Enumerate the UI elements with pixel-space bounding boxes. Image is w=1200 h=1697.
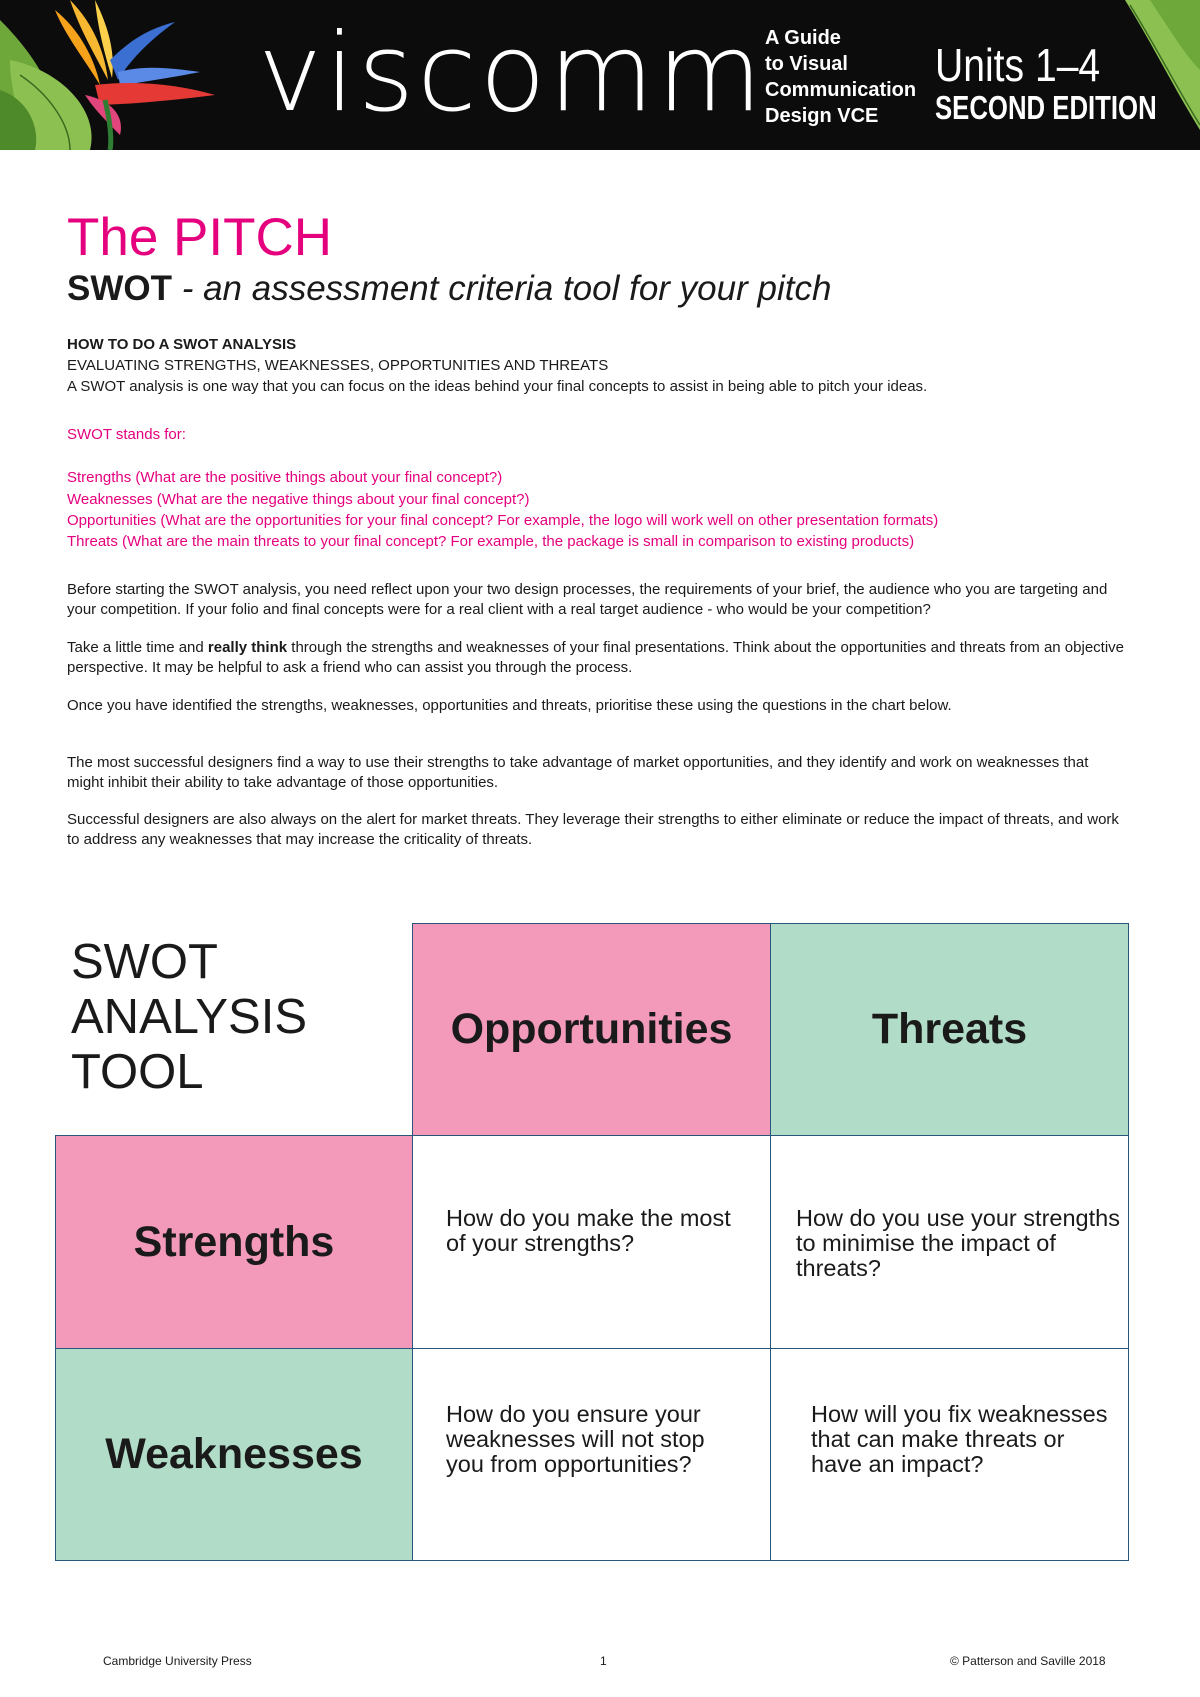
strengths-threats-question: How do you use your strengths to minimise the impact of threats? xyxy=(796,1205,1120,1281)
brand-logo-text: viscomm xyxy=(258,11,766,136)
swot-stands-label: SWOT stands for: xyxy=(67,426,186,443)
strengths-header: Strengths xyxy=(133,1217,335,1266)
weaknesses-opportunities-cell xyxy=(412,1348,771,1561)
weaknesses-opportunities-question: How do you ensure your weaknesses will not stop you from opportunities? xyxy=(446,1401,705,1477)
guide-line: Design VCE xyxy=(765,105,879,127)
banner xyxy=(0,0,1200,150)
guide-line: A Guide xyxy=(765,27,841,49)
strengths-opportunities-question: How do you make the most of your strengths? xyxy=(446,1205,731,1256)
swot-opportunities-definition: Opportunities (What are the opportunities for your final concept? For example, the logo will work well on other presentation formats) xyxy=(67,512,939,529)
footer-copyright: © Patterson and Saville 2018 xyxy=(950,1654,1106,1668)
threats-header: Threats xyxy=(871,1005,1028,1053)
subtitle-italic: - an assessment criteria tool for your pitch xyxy=(171,269,832,308)
paragraph-think xyxy=(67,638,1127,678)
weaknesses-threats-cell xyxy=(770,1348,1129,1561)
paragraph-successful: The most successful designers find a way to use their strengths to take advantage of market opportunities, and they identify and work on weaknesses that might inhibit their ability to take advantage of those opportunities. xyxy=(67,754,1089,791)
page-title: The PITCH xyxy=(67,208,333,267)
paragraph-prioritise: Once you have identified the strengths, weaknesses, opportunities and threats, prioritise these using the questions in the chart below. xyxy=(67,697,952,714)
footer-page-number: 1 xyxy=(600,1654,607,1668)
intro-subheading: EVALUATING STRENGTHS, WEAKNESSES, OPPORTUNITIES AND THREATS xyxy=(67,357,609,374)
subtitle-bold: SWOT xyxy=(67,269,172,308)
strengths-threats-cell xyxy=(770,1135,1129,1349)
swot-title-line: SWOT xyxy=(71,935,218,989)
swot-title-line: ANALYSIS xyxy=(71,990,308,1044)
swot-tool-title xyxy=(71,935,307,1100)
intro-body: A SWOT analysis is one way that you can focus on the ideas behind your final concepts to assist in being able to pitch your ideas. xyxy=(67,378,928,395)
swot-weaknesses-definition: Weaknesses (What are the negative things about your final concept?) xyxy=(67,491,530,508)
paragraph-think-emphasis: really think xyxy=(207,639,288,656)
swot-threats-definition: Threats (What are the main threats to your final concept? For example, the package is small in comparison to existing products) xyxy=(67,533,915,550)
guide-line: to Visual xyxy=(765,53,848,75)
units-label: Units 1–4 xyxy=(935,39,1101,91)
paragraph-think-start: Take a little time and xyxy=(67,639,208,656)
opportunities-header-cell xyxy=(412,923,771,1136)
paragraph-think-end: through the strengths and weaknesses of your final presentations. Think about the opportunities and threats from an objective perspective. It may be helpful to ask a friend who can assist you through the process. xyxy=(67,639,1125,676)
weaknesses-header: Weaknesses xyxy=(105,1430,363,1478)
swot-strengths-definition: Strengths (What are the positive things about your final concept?) xyxy=(67,469,503,486)
threats-header-cell xyxy=(770,923,1129,1136)
page-subtitle xyxy=(67,268,831,310)
edition-label: SECOND EDITION xyxy=(935,89,1157,126)
swot-title-line: TOOL xyxy=(71,1045,204,1099)
paragraph-reflect: Before starting the SWOT analysis, you need reflect upon your two design processes, the requirements of your brief, the audience who you are targeting and your competition. If your folio and final concepts were for a real client with a real target audience - who would be your competition? xyxy=(67,581,1108,618)
guide-line: Communication xyxy=(765,79,917,101)
intro-heading: HOW TO DO A SWOT ANALYSIS xyxy=(67,336,297,353)
strengths-header-cell xyxy=(55,1135,413,1349)
strengths-opportunities-cell xyxy=(412,1135,771,1349)
guide-subtitle xyxy=(765,25,916,129)
weaknesses-header-cell xyxy=(55,1348,413,1561)
footer-publisher: Cambridge University Press xyxy=(103,1654,252,1668)
weaknesses-threats-question: How will you fix weaknesses that can make threats or have an impact? xyxy=(811,1401,1108,1477)
opportunities-header: Opportunities xyxy=(450,1005,733,1053)
paragraph-alert: Successful designers are also always on the alert for market threats. They leverage their strengths to either eliminate or reduce the impact of threats, and work to address any weaknesses that may increase the criticality of threats. xyxy=(67,811,1119,848)
